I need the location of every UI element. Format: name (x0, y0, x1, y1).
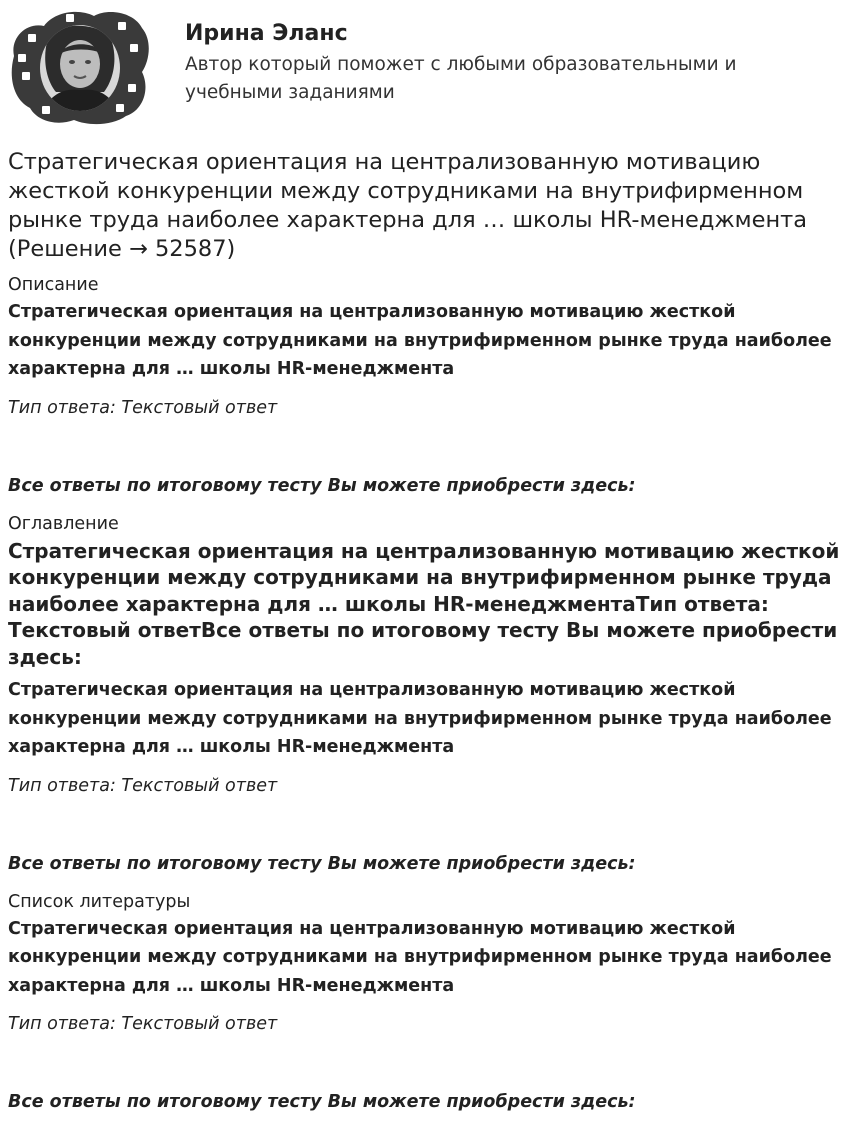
description-label: Описание (8, 275, 99, 295)
toc-cta[interactable]: Все ответы по итоговому тесту Вы можете приобрести здесь: (8, 853, 636, 874)
literature-cta[interactable]: Все ответы по итоговому тесту Вы можете приобрести здесь: (8, 1092, 636, 1112)
description-cta[interactable]: Все ответы по итоговому тесту Вы можете приобрести здесь: (8, 475, 636, 496)
toc-question: Стратегическая ориентация на централизованную мотивацию жесткой конкуренции между сотрудниками на внутрифирменном рынке труда наиболее характерна для … школы HR-менеджмента (8, 680, 832, 757)
literature-label: Список литературы (8, 891, 191, 912)
author-description: Автор который поможет с любыми образовательными и учебными заданиями (185, 54, 737, 103)
page-title: Стратегическая ориентация на централизованную мотивацию жесткой конкуренции между сотрудниками на внутрифирменном рынке труда наиболее характерна для … школы HR-менеджмента (Решение → 52587) (8, 149, 808, 262)
author-card (8, 8, 838, 126)
toc-heading: Стратегическая ориентация на централизованную мотивацию жесткой конкуренции между сотрудниками на внутрифирменном рынке труда наиболее характерна для … школы HR-менеджментаТип ответа: Текстовый ответВсе ответы по итоговому тесту Вы можете приобрести здесь: (8, 538, 840, 669)
toc-label: Оглавление (8, 513, 119, 534)
description-answer-type: Тип ответа: Текстовый ответ (8, 397, 278, 418)
main-content (8, 148, 840, 1113)
literature-answer-type: Тип ответа: Текстовый ответ (8, 1014, 278, 1034)
author-avatar[interactable] (8, 8, 150, 126)
literature-question: Стратегическая ориентация на централизованную мотивацию жесткой конкуренции между сотрудниками на внутрифирменном рынке труда наиболее характерна для … школы HR-менеджмента (8, 918, 832, 996)
description-question: Стратегическая ориентация на централизованную мотивацию жесткой конкуренции между сотрудниками на внутрифирменном рынке труда наиболее характерна для … школы HR-менеджмента (8, 302, 832, 379)
toc-answer-type: Тип ответа: Текстовый ответ (8, 775, 278, 796)
author-name[interactable]: Ирина Эланс (185, 21, 348, 46)
